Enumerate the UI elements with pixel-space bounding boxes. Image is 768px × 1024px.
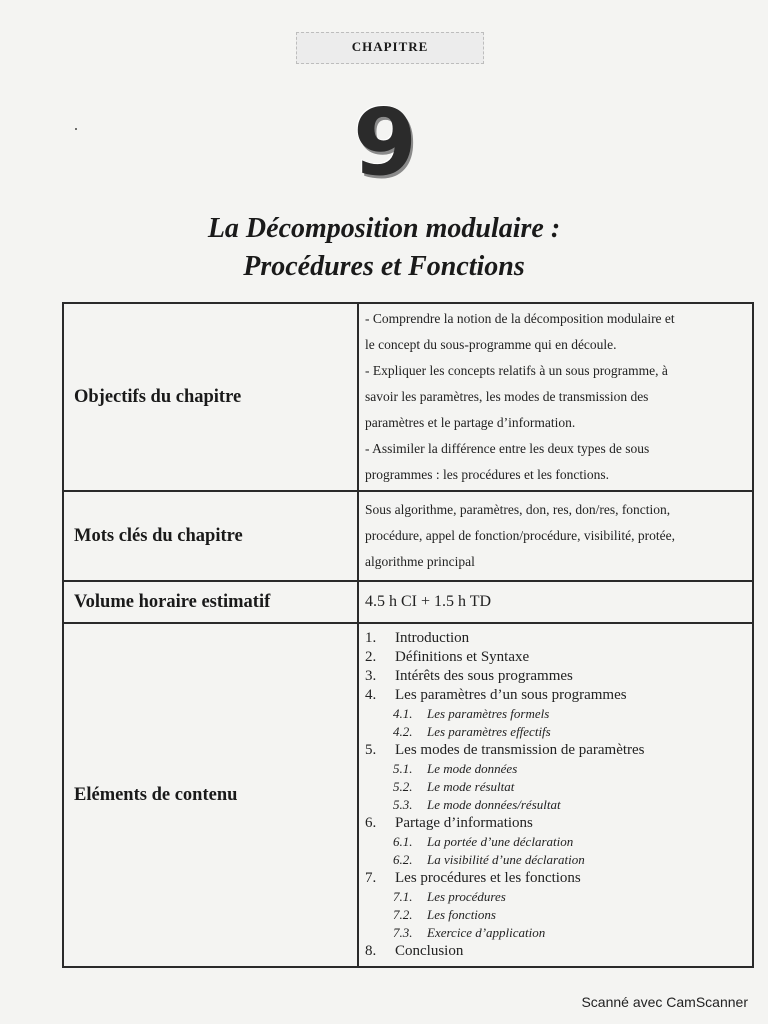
contents-item — [365, 888, 746, 906]
contents-item-text: Le mode données/résultat — [427, 797, 561, 812]
mots-cles-content — [358, 491, 753, 581]
contents-item-text: La portée d’une déclaration — [427, 834, 574, 849]
contents-item — [365, 760, 746, 778]
contents-item-text: Les modes de transmission de paramètres — [395, 742, 645, 758]
table-row-elements — [63, 623, 753, 967]
contents-item — [365, 814, 746, 833]
contents-item-number: 6.1. — [393, 834, 413, 849]
contents-item — [365, 629, 746, 648]
contents-item-text: Le mode résultat — [427, 779, 515, 794]
contents-item — [365, 741, 746, 760]
contents-item — [365, 906, 746, 924]
contents-item — [365, 723, 746, 741]
contents-item-number: 5.2. — [393, 779, 413, 794]
mots-cles-line: algorithme principal — [365, 554, 475, 569]
contents-item-text: Les procédures — [427, 889, 506, 904]
contents-list — [365, 629, 746, 961]
chapter-title-line1: La Décomposition modulaire : — [207, 213, 561, 244]
chapter-label: CHAPITRE — [296, 32, 484, 64]
contents-item — [365, 705, 746, 723]
mots-cles-line: procédure, appel de fonction/procédure, visibilité, protée, — [365, 528, 676, 543]
mots-cles-line: Sous algorithme, paramètres, don, res, don/res, fonction, — [365, 502, 671, 517]
mots-cles-label: Mots clés du chapitre — [63, 491, 358, 581]
chapter-title — [0, 210, 768, 286]
contents-item-number: 4.2. — [393, 724, 413, 739]
contents-item-number: 3. — [365, 668, 377, 684]
table-row-volume — [63, 581, 753, 623]
volume-label: Volume horaire estimatif — [63, 581, 358, 623]
contents-item-number: 7.2. — [393, 907, 413, 922]
contents-item-text: Les paramètres formels — [427, 706, 550, 721]
contents-item-number: 5.1. — [393, 761, 413, 776]
contents-item-number: 7.3. — [393, 925, 413, 940]
objectif-line: paramètres et le partage d’information. — [365, 415, 576, 430]
contents-item-text: La visibilité d’une déclaration — [427, 852, 585, 867]
contents-item — [365, 648, 746, 667]
objectif-line: le concept du sous-programme qui en découle. — [365, 337, 617, 352]
chapter-title-line2: Procédures et Fonctions — [243, 251, 525, 282]
objectif-line: programmes : les procédures et les fonctions. — [365, 467, 610, 482]
contents-item-number: 2. — [365, 649, 377, 665]
objectif-line: - Assimiler la différence entre les deux types de sous — [365, 441, 650, 456]
contents-item-number: 1. — [365, 630, 377, 646]
objectif-line: savoir les paramètres, les modes de transmission des — [365, 389, 649, 404]
contents-item — [365, 667, 746, 686]
volume-value: 4.5 h CI + 1.5 h TD — [358, 581, 753, 623]
contents-item-number: 7.1. — [393, 889, 413, 904]
objectif-line: - Comprendre la notion de la décomposition modulaire et — [365, 311, 675, 326]
contents-item — [365, 778, 746, 796]
contents-item-number: 4. — [365, 687, 377, 703]
contents-item — [365, 924, 746, 942]
contents-item-text: Introduction — [395, 630, 470, 646]
speck — [75, 128, 77, 130]
contents-item-number: 5.3. — [393, 797, 413, 812]
contents-item — [365, 686, 746, 705]
contents-item-text: Exercice d’application — [427, 925, 546, 940]
elements-content — [358, 623, 753, 967]
contents-item-text: Les paramètres effectifs — [427, 724, 551, 739]
contents-item-text: Les paramètres d’un sous programmes — [395, 687, 627, 703]
contents-item-text: Conclusion — [395, 943, 464, 959]
contents-item-number: 8. — [365, 943, 377, 959]
objectifs-content — [358, 303, 753, 491]
contents-item — [365, 851, 746, 869]
contents-item-number: 6.2. — [393, 852, 413, 867]
contents-item-text: Les fonctions — [427, 907, 496, 922]
table-row-mots-cles — [63, 491, 753, 581]
objectifs-label: Objectifs du chapitre — [63, 303, 358, 491]
elements-label: Eléments de contenu — [63, 623, 358, 967]
contents-item-number: 6. — [365, 815, 377, 831]
contents-item-number: 4.1. — [393, 706, 413, 721]
chapter-number: 9 — [352, 89, 417, 196]
contents-item-text: Partage d’informations — [395, 815, 533, 831]
contents-item-number: 7. — [365, 870, 377, 886]
contents-item-text: Définitions et Syntaxe — [395, 649, 530, 665]
contents-item-number: 5. — [365, 742, 377, 758]
contents-item — [365, 942, 746, 961]
contents-item — [365, 796, 746, 814]
objectif-line: - Expliquer les concepts relatifs à un sous programme, à — [365, 363, 668, 378]
scanner-watermark: Scanné avec CamScanner — [581, 994, 748, 1010]
table-row-objectifs — [63, 303, 753, 491]
contents-item-text: Intérêts des sous programmes — [395, 668, 573, 684]
contents-item — [365, 833, 746, 851]
contents-item — [365, 869, 746, 888]
contents-item-text: Le mode données — [427, 761, 518, 776]
chapter-info-table — [62, 302, 754, 968]
contents-item-text: Les procédures et les fonctions — [395, 870, 581, 886]
